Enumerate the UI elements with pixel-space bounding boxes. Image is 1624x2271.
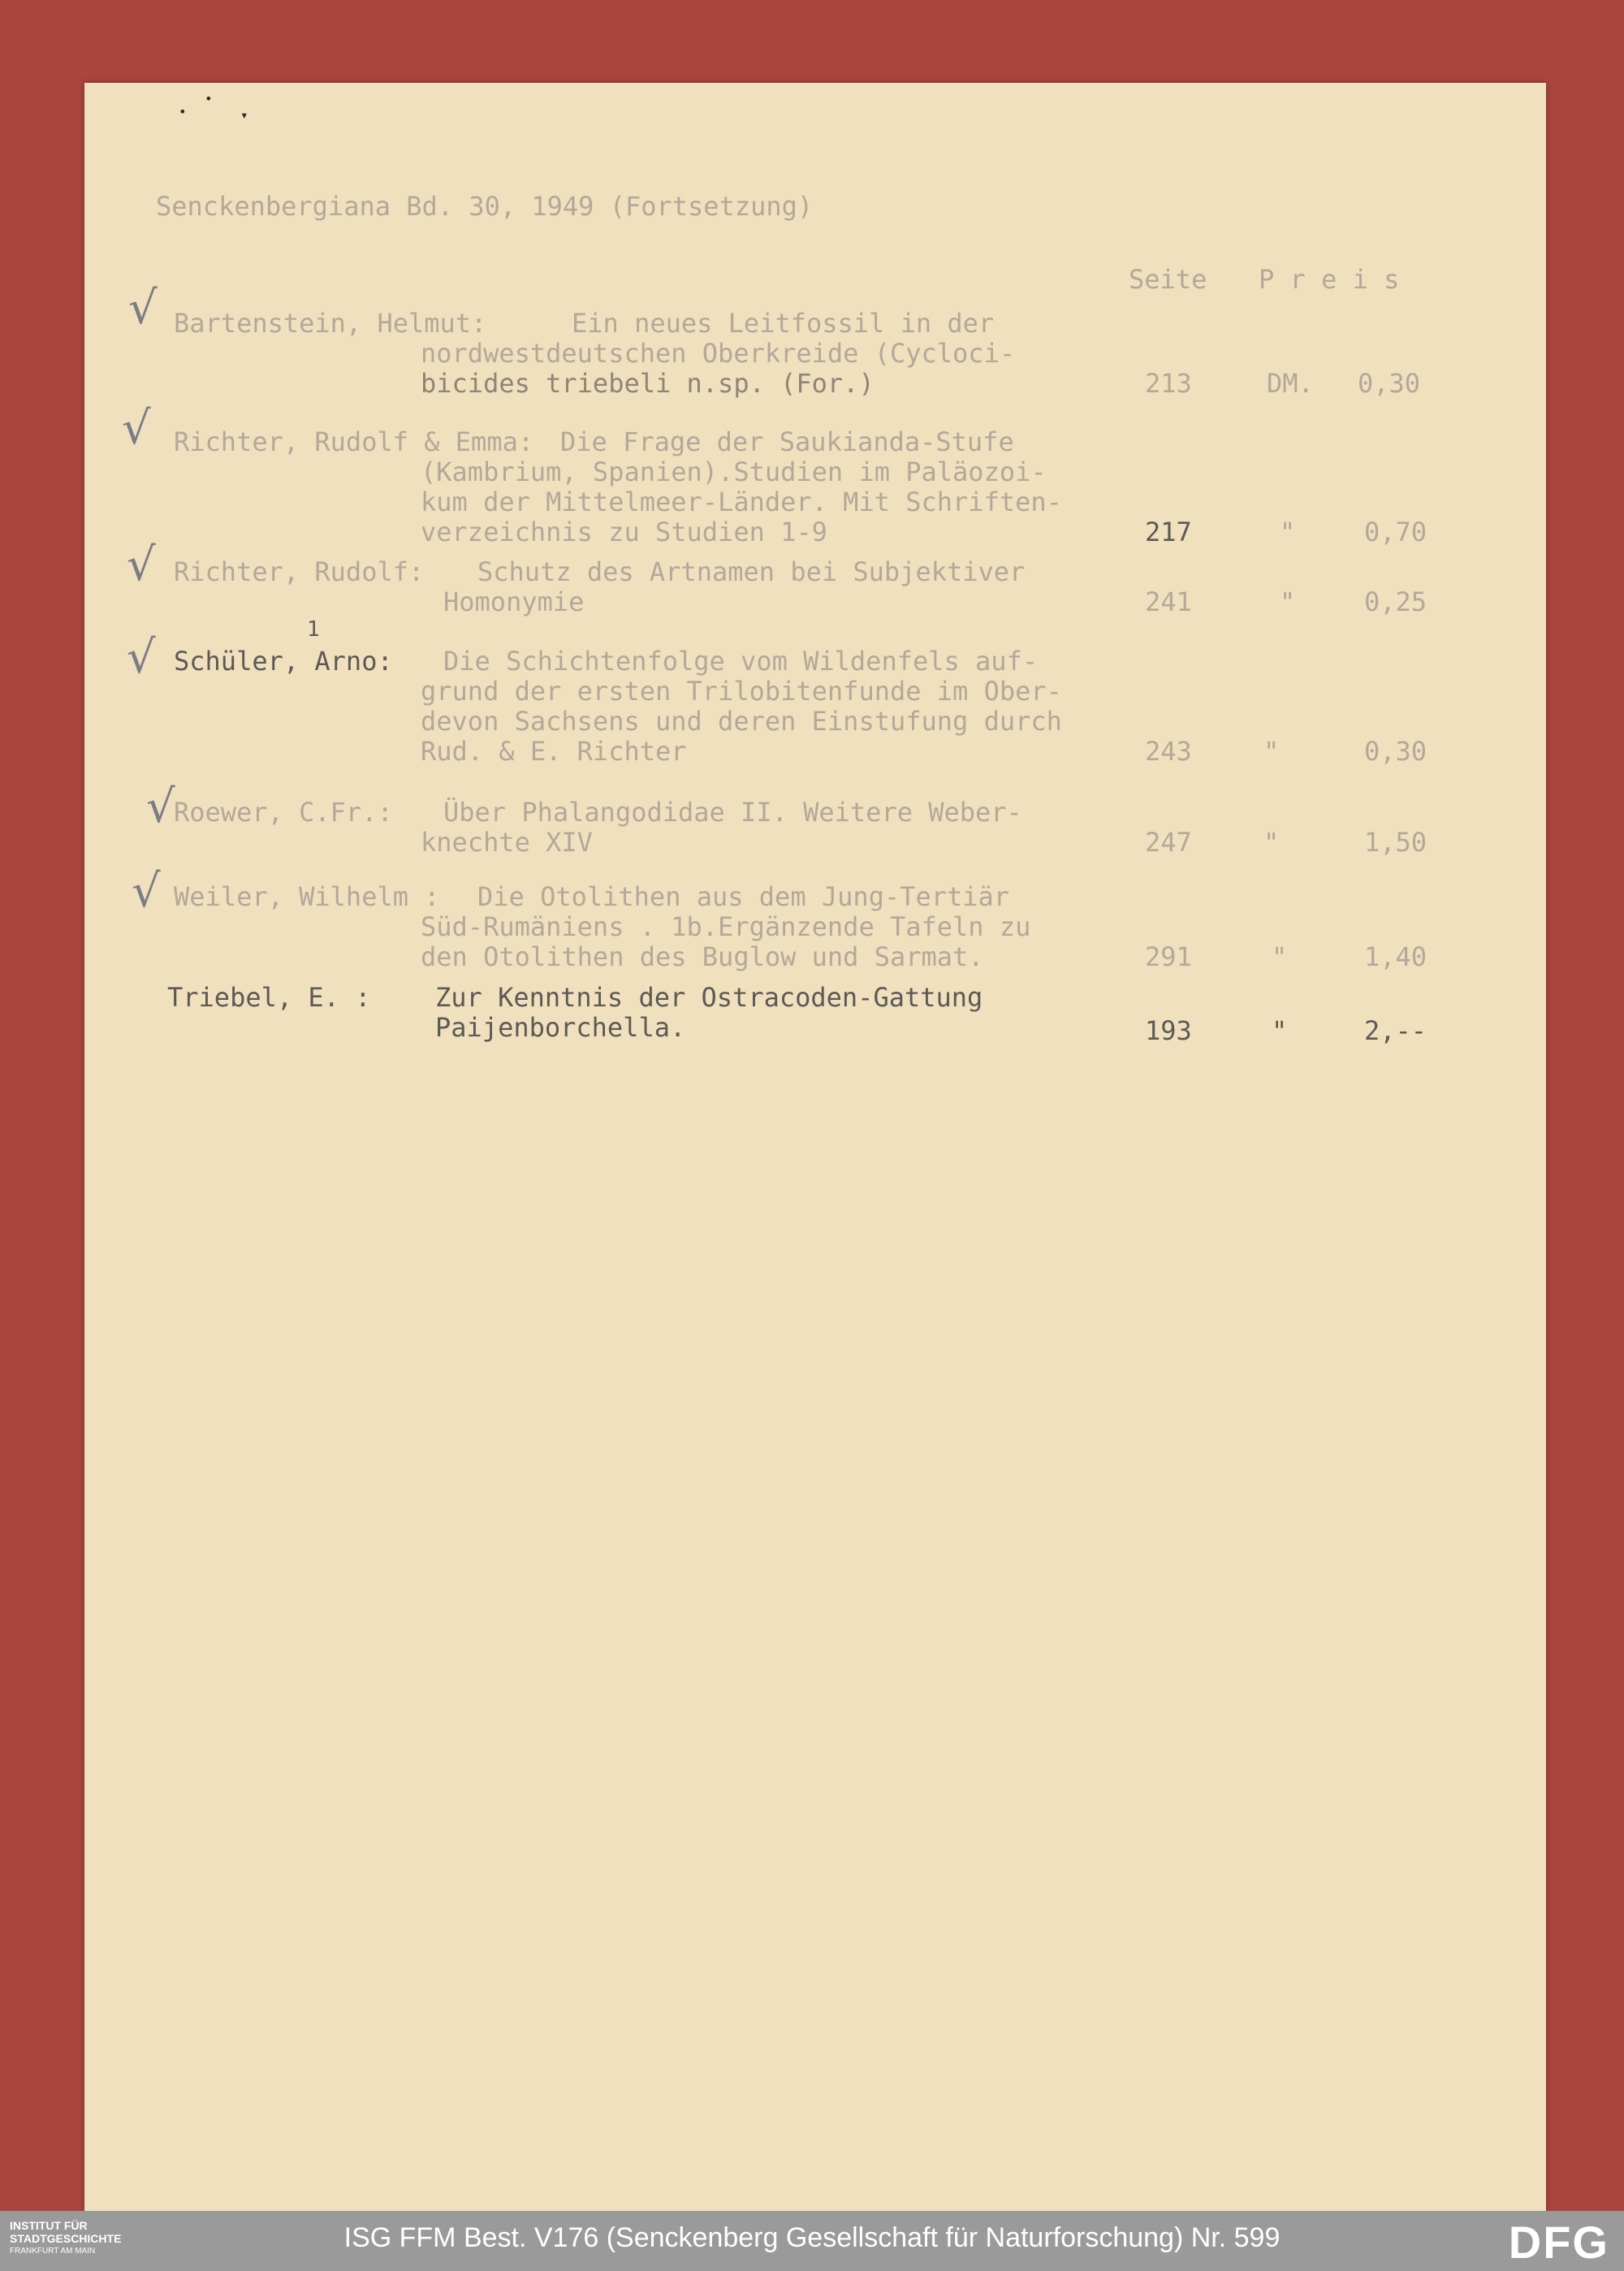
entry-page: 241 (1145, 586, 1192, 617)
entry-ditto: " (1280, 517, 1296, 547)
entry-author: Triebel, E. : (167, 982, 371, 1013)
entry-author: Richter, Rudolf & Emma: (174, 426, 534, 457)
entry-title-line: Die Schichtenfolge vom Wildenfels auf- (443, 646, 1039, 677)
handwritten-check-icon: √ (146, 781, 175, 833)
handwritten-check-icon: √ (127, 631, 156, 684)
entry-ditto: " (1263, 736, 1280, 767)
handwritten-check-icon: √ (128, 282, 158, 335)
entry-title-line: Schutz des Artnamen bei Subjektiver (477, 556, 1026, 587)
entry-title-line: verzeichnis zu Studien 1-9 (421, 517, 827, 547)
entry-title-line: Süd-Rumäniens . 1b.Ergänzende Tafeln zu (421, 911, 1031, 942)
entry-page: 217 (1145, 517, 1192, 547)
entry-page: 243 (1145, 736, 1192, 767)
column-header-seite: Seite (1129, 264, 1207, 295)
entry-title-line: Über Phalangodidae II. Weitere Weber- (443, 797, 1022, 828)
entry-title-line: Rud. & E. Richter (421, 736, 687, 767)
institution-name-line: STADTGESCHICHTE (10, 2232, 122, 2245)
handwritten-check-icon: √ (122, 402, 151, 455)
dfg-logo: DFG (1508, 2217, 1609, 2268)
entry-price: 0,70 (1364, 517, 1427, 547)
handwritten-check-icon: √ (127, 539, 156, 591)
document-page (84, 83, 1546, 2211)
institution-name-line: INSTITUT FÜR (10, 2219, 88, 2232)
handwritten-check-icon: √ (132, 865, 161, 918)
institution-city: FRANKFURT AM MAIN (10, 2247, 96, 2256)
entry-page: 247 (1145, 827, 1192, 858)
entry-ditto: " (1272, 1015, 1288, 1046)
entry-author: Weiler, Wilhelm : (174, 881, 440, 912)
handwritten-superscript: 1 (307, 617, 320, 642)
entry-price: 0,30 (1358, 368, 1421, 399)
entry-title-line: grund der ersten Trilobitenfunde im Ober- (421, 676, 1062, 707)
entry-currency: DM. (1267, 368, 1314, 399)
entry-ditto: " (1272, 941, 1288, 972)
entry-title-line: devon Sachsens und deren Einstufung durch (421, 706, 1062, 737)
entry-price: 1,50 (1364, 827, 1427, 858)
entry-title-line: Homonymie (443, 586, 585, 617)
punch-mark: • (205, 91, 213, 106)
entry-author: Bartenstein, Helmut: (174, 308, 487, 339)
entry-price: 1,40 (1364, 941, 1427, 972)
entry-ditto: " (1263, 827, 1280, 858)
entry-page: 291 (1145, 941, 1192, 972)
entry-title-line: den Otolithen des Buglow und Sarmat. (421, 941, 984, 972)
entry-title-line: Zur Kenntnis der Ostracoden-Gattung (435, 982, 983, 1013)
entry-price: 0,30 (1364, 736, 1427, 767)
entry-author: Roewer, C.Fr.: (174, 797, 393, 828)
document-heading: Senckenbergiana Bd. 30, 1949 (Fortsetzung) (156, 191, 814, 222)
entry-title-line: (Kambrium, Spanien).Studien im Paläozoi- (421, 456, 1047, 487)
punch-mark: ▾ (240, 107, 248, 123)
entry-title-line: bicides triebeli n.sp. (For.) (421, 368, 875, 399)
entry-author: Schüler, Arno: (174, 646, 393, 677)
entry-title-line: Die Otolithen aus dem Jung-Tertiär (477, 881, 1010, 912)
entry-price: 2,-- (1364, 1015, 1427, 1046)
entry-page: 213 (1145, 368, 1192, 399)
archive-footer-bar (0, 2211, 1624, 2271)
entry-title-line: knechte XIV (421, 827, 593, 858)
entry-page: 193 (1145, 1015, 1192, 1046)
column-header-preis: P r e i s (1259, 264, 1400, 295)
entry-author: Richter, Rudolf: (174, 556, 425, 587)
archive-reference-title: ISG FFM Best. V176 (Senckenberg Gesellschaft für Naturforschung) Nr. 599 (343, 2222, 1281, 2253)
entry-ditto: " (1280, 586, 1296, 617)
punch-mark: • (179, 104, 187, 119)
entry-title-line: kum der Mittelmeer-Länder. Mit Schriften- (421, 487, 1062, 517)
entry-title-line: Paijenborchella. (435, 1012, 686, 1043)
entry-title-line: nordwestdeutschen Oberkreide (Cycloci- (421, 338, 1016, 369)
entry-price: 0,25 (1364, 586, 1427, 617)
entry-title-line: Die Frage der Saukianda-Stufe (560, 426, 1014, 457)
entry-title-line: Ein neues Leitfossil in der (572, 308, 995, 339)
